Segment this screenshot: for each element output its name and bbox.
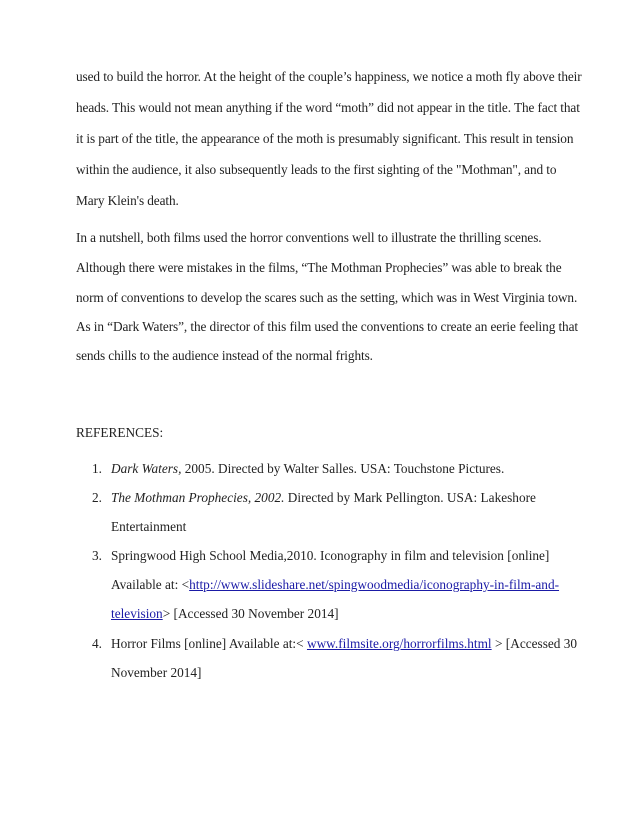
reference-line: November 2014] (111, 665, 202, 680)
reference-url-link[interactable]: television (111, 606, 163, 621)
reference-line (111, 636, 577, 652)
reference-url-link[interactable]: www.filmsite.org/horrorfilms.html (306, 636, 492, 651)
body-text-line: within the audience, it also subsequently leads to the first sighting of the "Mothman", and to (76, 162, 557, 177)
references-heading: REFERENCES: (76, 425, 164, 440)
reference-text: > [Accessed 30 (491, 636, 578, 651)
reference-line (111, 577, 559, 593)
reference-number: 2. (92, 490, 102, 505)
body-text-line: norm of conventions to develop the scares such as the setting, which was in West Virginia town. (76, 290, 578, 305)
body-text-line: used to build the horror. At the height of the couple’s happiness, we notice a moth fly above their (76, 69, 582, 84)
reference-text: > [Accessed 30 November 2014] (162, 606, 339, 621)
reference-line (111, 461, 504, 477)
reference-line: Springwood High School Media,2010. Iconography in film and television [online] (111, 548, 550, 563)
body-text-line: Although there were mistakes in the films, “The Mothman Prophecies” was able to break the (76, 260, 562, 275)
reference-number: 4. (92, 636, 102, 651)
reference-number: 1. (92, 461, 102, 476)
reference-number: 3. (92, 548, 102, 563)
reference-line (111, 490, 536, 506)
reference-title: Dark Waters, (111, 461, 182, 476)
reference-text: Horror Films [online] Available at:< (111, 636, 307, 651)
reference-title: The Mothman Prophecies, 2002. (111, 490, 285, 505)
body-text-line: sends chills to the audience instead of the normal frights. (76, 348, 373, 363)
reference-line: Entertainment (111, 519, 187, 534)
body-text-line: In a nutshell, both films used the horror conventions well to illustrate the thrilling scenes. (76, 230, 542, 245)
body-text-line: it is part of the title, the appearance of the moth is presumably significant. This result in tension (76, 131, 574, 146)
body-text-line: heads. This would not mean anything if the word “moth” did not appear in the title. The fact that (76, 100, 580, 115)
reference-text: 2005. Directed by Walter Salles. USA: Touchstone Pictures. (181, 461, 505, 476)
reference-line (111, 606, 339, 622)
reference-url-link[interactable]: http://www.slideshare.net/spingwoodmedia/iconography-in-film-and- (189, 577, 560, 592)
body-text-line: As in “Dark Waters”, the director of this film used the conventions to create an eerie feeling that (76, 319, 579, 334)
reference-text: Directed by Mark Pellington. USA: Lakeshore (284, 490, 536, 505)
reference-text: Available at: < (111, 577, 190, 592)
body-text-line: Mary Klein's death. (76, 193, 179, 208)
